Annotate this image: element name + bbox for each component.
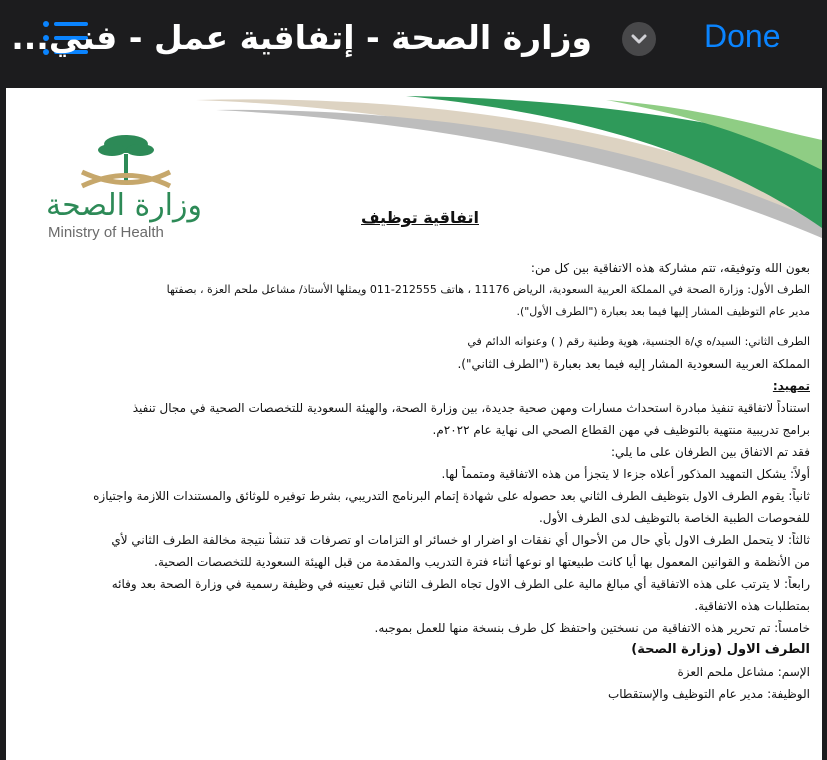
ministry-arabic-name: وزارة الصحة — [46, 188, 202, 223]
signatory-name: الإسم: مشاعل ملحم العزة — [677, 665, 810, 679]
signatory-heading: الطرف الاول (وزارة الصحة) — [631, 642, 810, 657]
party-one-line-1: الطرف الأول: وزارة الصحة في المملكة العربية السعودية، الرياض 11176 ، هاتف 212555-011 ويمثلها الأستاذ/ مشاعل ملحم العزة ، بصفتها — [166, 283, 810, 296]
clause-third-line-2: من الأنظمة و القوانين المعمول بها أيا كانت طبيعتها او نوعها أثناء فترة التدريب والمقدمة من قبل الهيئة السعودية للتخصصات الصحية. — [154, 555, 810, 569]
party-two-line-1: الطرف الثاني: السيد/ه ي/ة الجنسية، هوية وطنية رقم ( ) وعنوانه الدائم في — [467, 335, 810, 348]
clause-third-line-1: ثالثاً: لا يتحمل الطرف الاول بأي حال من الأحوال أي نفقات او اضرار او خسائر او التزامات او تصرفات قد تنشأ نتيجة مخالفة الطرف الثاني لأي — [111, 533, 810, 547]
clause-second-line-1: ثانياً: يقوم الطرف الاول بتوظيف الطرف الثاني بعد حصوله على شهادة إتمام البرنامج التدريبي، بشرط توفيره للوثائق والمستندات اللازمة واجتيازه — [93, 489, 810, 503]
preamble-line-2: برامج تدريبية منتهية بالتوظيف في مهن القطاع الصحي الى نهاية عام ٢٠٢٢م. — [432, 423, 810, 437]
party-two-line-2: المملكة العربية السعودية المشار إليه فيما بعد بعبارة ("الطرف الثاني"). — [457, 357, 810, 371]
agreement-title: اتفاقية توظيف — [361, 208, 479, 227]
clause-first: أولاً: يشكل التمهيد المذكور أعلاه جزءا لا يتجزأ من هذه الاتفاقية ومتمماً لها. — [441, 467, 810, 481]
agreement-body — [46, 260, 810, 708]
clause-fourth-line-2: بمتطلبات هذه الاتفاقية. — [694, 599, 810, 613]
signatory-position: الوظيفة: مدير عام التوظيف والإستقطاب — [607, 687, 810, 701]
title-menu-button[interactable] — [622, 22, 656, 56]
ministry-english-name: Ministry of Health — [48, 224, 164, 241]
agreed-line: فقد تم الاتفاق بين الطرفان على ما يلي: — [610, 445, 810, 459]
document-page — [6, 88, 822, 760]
viewer-toolbar — [0, 0, 827, 84]
done-button[interactable]: Done — [704, 18, 781, 54]
chevron-down-icon — [622, 22, 656, 56]
clause-second-line-2: للفحوصات الطبية الخاصة بالتوظيف لدى الطرف الأول. — [538, 511, 810, 525]
clause-fifth: خامساً: تم تحرير هذه الاتفاقية من نسختين واحتفظ كل طرف بنسخة منها للعمل بموجبه. — [374, 621, 810, 635]
party-one-line-2: مدير عام التوظيف المشار إليها فيما بعد بعبارة ("الطرف الأول"). — [516, 305, 810, 318]
clause-fourth-line-1: رابعاً: لا يترتب على هذه الاتفاقية أي مبالغ مالية على الطرف الاول تجاه الطرف الثاني قبل تعيينه في وظيفة رسمية في وزارة الصحة بعد وفائه — [111, 577, 810, 591]
preamble-heading: تمهيد: — [772, 379, 810, 393]
document-title: وزارة الصحة - إتفاقية عمل - فني... — [11, 18, 592, 57]
preamble-line-1: استناداً لاتفاقية تنفيذ مبادرة استحداث مسارات ومهن صحية جديدة، بين وزارة الصحة، والهيئة السعودية للتخصصات الصحية في مجال تنفيذ — [132, 401, 810, 415]
intro-line: بعون الله وتوفيقه، تتم مشاركة هذه الاتفاقية بين كل من: — [530, 261, 810, 275]
